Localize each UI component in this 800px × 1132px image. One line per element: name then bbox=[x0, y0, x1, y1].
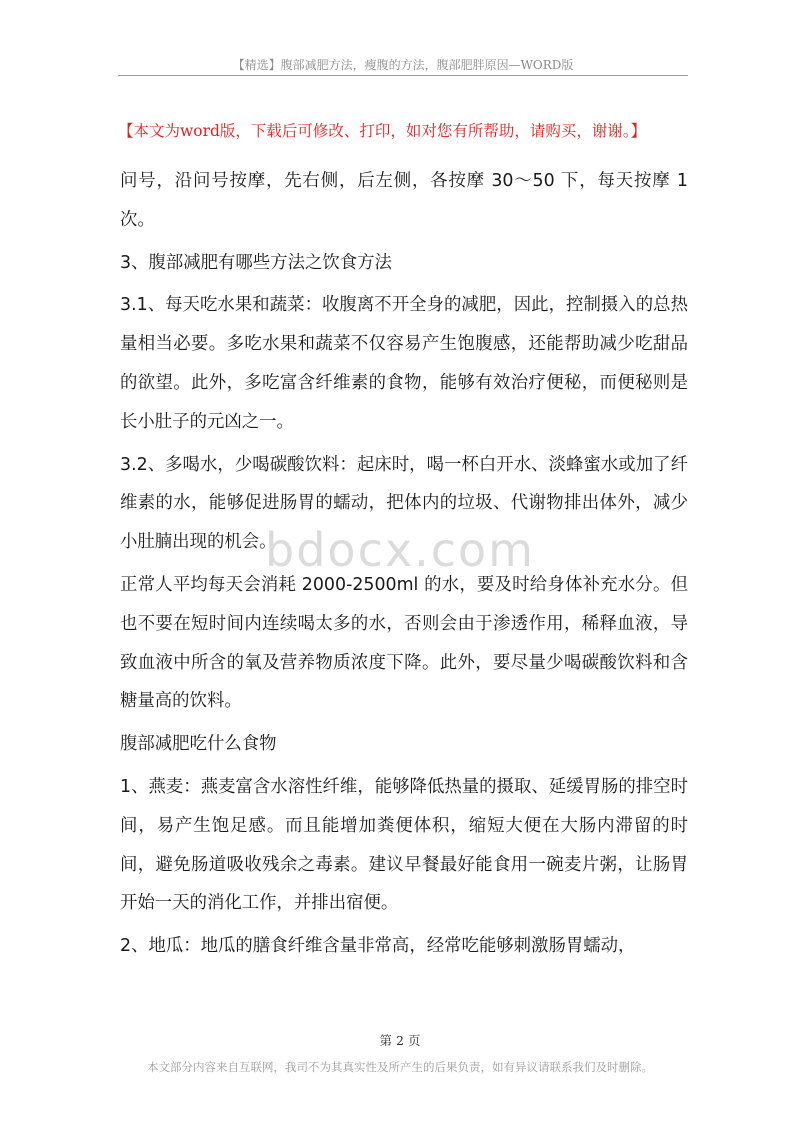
page-footer-disclaimer: 本文部分内容来自互联网，我司不为其真实性及所产生的后果负责，如有异议请联系我们及时删除。 bbox=[147, 1060, 653, 1074]
paragraph-drink-water: 3.2、多喝水，少喝碳酸饮料：起床时，喝一杯白开水、淡蜂蜜水或加了纤维素的水，能够促进肠胃的蠕动，把体内的垃圾、代谢物排出体外，减少小肚腩出现的机会。 bbox=[120, 454, 688, 553]
watermark: bdocx.com bbox=[265, 523, 535, 577]
header-divider bbox=[118, 75, 688, 76]
paragraph-massage-continued: 问号，沿问号按摩，先右侧，后左侧，各按摩 30～50 下，每天按摩 1 次。 bbox=[120, 171, 688, 230]
paragraph-water-intake: 正常人平均每天会消耗 2000-2500ml 的水，要及时给身体补充水分。但也不要在短时间内连续喝太多的水，否则会由于渗透作用，稀释血液，导致血液中所含的氧及营养物质浓度下降。此外，要尽量少喝碳酸饮料和含糖量高的饮料。 bbox=[120, 574, 688, 712]
paragraph-sweet-potato: 2、地瓜：地瓜的膳食纤维含量非常高，经常吃能够刺激肠胃蠕动， bbox=[120, 936, 636, 957]
paragraph-oats: 1、燕麦：燕麦富含水溶性纤维，能够降低热量的摄取、延缓胃肠的排空时间，易产生饱足感。而且能增加粪便体积，缩短大便在大肠内滞留的时间，避免肠道吸收残余之毒素。建议早餐最好能食用一碗麦片粥，让肠胃开始一天的消化工作，并排出宿便。 bbox=[120, 776, 688, 914]
heading-what-to-eat: 腹部减肥吃什么食物 bbox=[120, 734, 277, 755]
page-number: 第 2 页 bbox=[379, 1033, 421, 1048]
heading-diet-methods: 3、腹部减肥有哪些方法之饮食方法 bbox=[120, 252, 392, 273]
download-notice: 【本文为word版，下载后可修改、打印，如对您有所帮助，请购买，谢谢。】 bbox=[118, 122, 647, 140]
page-header-title: 【精选】腹部减肥方法，瘦腹的方法，腹部肥胖原因—WORD版 bbox=[232, 58, 574, 72]
paragraph-fruits-vegetables: 3.1、每天吃水果和蔬菜：收腹离不开全身的减肥，因此，控制摄入的总热量相当必要。多吃水果和蔬菜不仅容易产生饱腹感，还能帮助减少吃甜品的欲望。此外，多吃富含纤维素的食物，能够有效治疗便秘，而便秘则是长小肚子的元凶之一。 bbox=[120, 295, 688, 432]
